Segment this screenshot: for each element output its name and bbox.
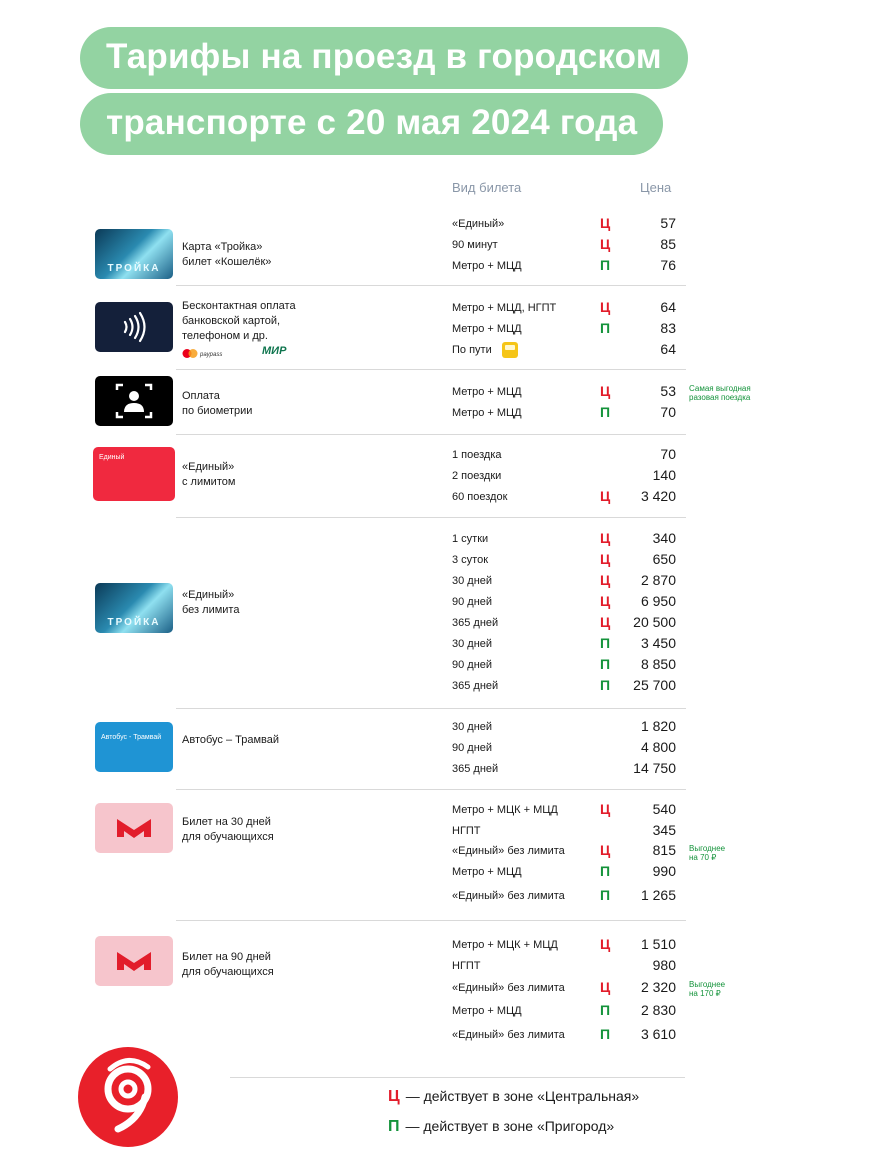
- tariff-row: [452, 341, 684, 361]
- troika-card-label: ТРОЙКА: [107, 617, 161, 628]
- ticket-price: 64: [660, 299, 676, 315]
- ticket-price: 8 850: [640, 656, 676, 672]
- tariff-row: [452, 801, 684, 821]
- desc-line: по биометрии: [182, 405, 253, 417]
- section-divider: [176, 708, 686, 709]
- note-line: на 70 ₽: [689, 853, 717, 862]
- desc-line: телефоном и др.: [182, 330, 268, 342]
- zone-mark: Ц: [600, 383, 611, 399]
- metro-m-icon: [95, 936, 173, 986]
- zone-mark: Ц: [600, 801, 611, 817]
- ticket-price: 650: [652, 551, 676, 567]
- zone-mark: Ц: [600, 842, 611, 858]
- ticket-label: НГПТ: [452, 825, 481, 837]
- zone-mark: П: [600, 404, 611, 420]
- edinyi-card-label: Единый: [99, 454, 125, 461]
- bus-icon: [502, 342, 518, 358]
- ticket-price: 6 950: [640, 593, 676, 609]
- ticket-label: «Единый» без лимита: [452, 890, 565, 902]
- note-line: Выгоднее: [689, 980, 726, 989]
- ticket-label: Метро + МЦД: [452, 323, 522, 335]
- column-header-ticket-type: Вид билета: [452, 180, 522, 195]
- ticket-label: «Единый» без лимита: [452, 1029, 565, 1041]
- zone-mark: П: [600, 635, 611, 651]
- troika-card-image: [95, 583, 173, 633]
- section-description: [182, 815, 274, 845]
- student-card-image: [95, 803, 173, 853]
- ticket-label: Метро + МЦД: [452, 386, 522, 398]
- section-divider: [176, 285, 686, 286]
- desc-line: Бесконтактная оплата: [182, 300, 296, 312]
- zone-mark: П: [600, 887, 611, 903]
- legend-suburb: [388, 1118, 614, 1136]
- ticket-price: 25 700: [633, 677, 676, 693]
- savings-note: [689, 980, 725, 998]
- zone-mark: Ц: [600, 530, 611, 546]
- ticket-label: «Единый» без лимита: [452, 982, 565, 994]
- metro-m-icon: [95, 803, 173, 853]
- desc-line: банковской картой,: [182, 315, 281, 327]
- ticket-label: 90 дней: [452, 596, 493, 608]
- tariff-row: [452, 822, 684, 842]
- legend-central: [388, 1088, 639, 1106]
- tariff-row: [452, 383, 684, 403]
- ticket-price: 2 870: [640, 572, 676, 588]
- ticket-label: «Единый»: [452, 218, 505, 230]
- tariff-row: [452, 488, 684, 508]
- ticket-label: Метро + МЦК + МЦД: [452, 804, 558, 816]
- ticket-price: 14 750: [633, 760, 676, 776]
- tariff-row: [452, 863, 684, 883]
- column-header-price: Цена: [640, 180, 672, 195]
- tariff-row: [452, 320, 684, 340]
- section-description: [182, 389, 252, 419]
- desc-line: Билет на 90 дней: [182, 951, 271, 963]
- bus-tram-card-label: Автобус - Трамвай: [101, 734, 162, 741]
- ticket-price: 980: [652, 957, 676, 973]
- ticket-label: Метро + МЦД: [452, 407, 522, 419]
- zone-mark: Ц: [600, 979, 611, 995]
- tariff-row: [452, 530, 684, 550]
- tariff-row: [452, 236, 684, 256]
- section-description: [182, 950, 274, 980]
- zone-mark: П: [600, 677, 611, 693]
- legend-central-text: — действует в зоне «Центральная»: [405, 1088, 640, 1104]
- desc-line: билет «Кошелёк»: [182, 256, 272, 268]
- ticket-label: 1 сутки: [452, 533, 489, 545]
- tariff-row: [452, 718, 684, 738]
- section-divider: [176, 789, 686, 790]
- ticket-price: 70: [660, 404, 676, 420]
- ticket-price: 815: [652, 842, 676, 858]
- zone-mark: П: [600, 1002, 611, 1018]
- bus-tram-card-image: [95, 722, 173, 772]
- note-line: Самая выгодная: [689, 384, 751, 393]
- ticket-label: Метро + МЦД, НГПТ: [452, 302, 557, 314]
- ticket-label: 60 поездок: [452, 491, 508, 503]
- title-line-2: транспорте с 20 мая 2024 года: [80, 93, 663, 155]
- ticket-price: 1 510: [640, 936, 676, 952]
- desc-line: Карта «Тройка»: [182, 241, 263, 253]
- tariff-row: [452, 760, 684, 780]
- desc-line: «Единый»: [182, 461, 235, 473]
- zone-mark: Ц: [600, 236, 611, 252]
- tariff-row: [452, 957, 684, 977]
- zone-mark: Ц: [600, 572, 611, 588]
- edinyi-card-image: [93, 447, 175, 501]
- zone-mark: Ц: [600, 215, 611, 231]
- ticket-price: 140: [652, 467, 676, 483]
- ticket-label: 90 минут: [452, 239, 498, 251]
- tariff-row: [452, 614, 684, 634]
- ticket-label: 90 дней: [452, 742, 493, 754]
- ticket-label: «Единый» без лимита: [452, 845, 565, 857]
- zone-mark: П: [600, 257, 611, 273]
- contactless-card-image: [95, 302, 173, 352]
- ticket-label: Метро + МЦД: [452, 260, 522, 272]
- troika-card-image: [95, 229, 173, 279]
- student-card-image: [95, 936, 173, 986]
- ticket-label: 1 поездка: [452, 449, 502, 461]
- ticket-price: 1 265: [640, 887, 676, 903]
- desc-line: для обучающихся: [182, 831, 274, 843]
- note-line: на 170 ₽: [689, 989, 721, 998]
- tariff-row: [452, 446, 684, 466]
- zone-mark: Ц: [600, 299, 611, 315]
- legend-suburb-text: — действует в зоне «Пригород»: [405, 1118, 615, 1134]
- biometrics-card-image: [95, 376, 173, 426]
- ticket-price: 83: [660, 320, 676, 336]
- note-line: разовая поездка: [689, 393, 751, 402]
- tariff-row: [452, 979, 684, 999]
- ticket-price: 57: [660, 215, 676, 231]
- ticket-price: 4 800: [640, 739, 676, 755]
- zone-mark: Ц: [600, 593, 611, 609]
- ticket-price: 990: [652, 863, 676, 879]
- ticket-price: 2 830: [640, 1002, 676, 1018]
- ticket-label: 30 дней: [452, 721, 493, 733]
- zone-mark: П: [600, 320, 611, 336]
- tariff-row: [452, 842, 684, 862]
- moscow-transport-logo-icon: [78, 1047, 178, 1147]
- ticket-label: 2 поездки: [452, 470, 502, 482]
- zone-mark: П: [600, 1026, 611, 1042]
- desc-line: с лимитом: [182, 476, 236, 488]
- tariff-row: [452, 739, 684, 759]
- mastercard-paypass-icon: [182, 346, 230, 357]
- tariff-row: [452, 887, 684, 907]
- section-divider: [176, 434, 686, 435]
- ticket-price: 76: [660, 257, 676, 273]
- ticket-price: 3 420: [640, 488, 676, 504]
- desc-line: Билет на 30 дней: [182, 816, 271, 828]
- tariff-row: [452, 215, 684, 235]
- ticket-label: 365 дней: [452, 763, 499, 775]
- tariff-row: [452, 299, 684, 319]
- savings-note: [689, 844, 725, 862]
- zone-mark: Ц: [600, 551, 611, 567]
- section-divider: [176, 920, 686, 921]
- ticket-label: 365 дней: [452, 680, 499, 692]
- zone-mark: Ц: [600, 614, 611, 630]
- contactless-icon: [95, 302, 173, 352]
- tariff-row: [452, 551, 684, 571]
- ticket-label: 90 дней: [452, 659, 493, 671]
- ticket-price: 540: [652, 801, 676, 817]
- tariff-row: [452, 635, 684, 655]
- zone-mark: П: [600, 863, 611, 879]
- zone-mark: П: [600, 656, 611, 672]
- footer-divider: [230, 1077, 685, 1078]
- section-description: [182, 240, 271, 270]
- note-line: Выгоднее: [689, 844, 726, 853]
- tariff-row: [452, 467, 684, 487]
- paypass-text: paypass: [200, 352, 223, 358]
- mir-logo-icon: МИР: [262, 345, 287, 357]
- ticket-price: 1 820: [640, 718, 676, 734]
- ticket-price: 345: [652, 822, 676, 838]
- desc-line: без лимита: [182, 604, 240, 616]
- tariff-row: [452, 593, 684, 613]
- tariff-row: [452, 257, 684, 277]
- ticket-label: 30 дней: [452, 638, 493, 650]
- best-offer-note: [689, 384, 751, 402]
- ticket-label: Метро + МЦД: [452, 1005, 522, 1017]
- ticket-label: 3 суток: [452, 554, 489, 566]
- section-description: [182, 588, 239, 618]
- tariff-row: [452, 656, 684, 676]
- tariff-row: [452, 572, 684, 592]
- tariff-row: [452, 1026, 684, 1046]
- ticket-price: 2 320: [640, 979, 676, 995]
- ticket-price: 70: [660, 446, 676, 462]
- section-divider: [176, 369, 686, 370]
- zone-mark: Ц: [600, 488, 611, 504]
- tariff-row: [452, 936, 684, 956]
- desc-line: «Единый»: [182, 589, 235, 601]
- desc-line: для обучающихся: [182, 966, 274, 978]
- tariff-row: [452, 1002, 684, 1022]
- ticket-label: 30 дней: [452, 575, 493, 587]
- ticket-price: 3 610: [640, 1026, 676, 1042]
- ticket-label: 365 дней: [452, 617, 499, 629]
- tariff-row: [452, 677, 684, 697]
- section-divider: [176, 517, 686, 518]
- ticket-price: 53: [660, 383, 676, 399]
- ticket-label: Метро + МЦК + МЦД: [452, 939, 558, 951]
- section-description: [182, 299, 296, 344]
- legend-suburb-mark: П: [388, 1118, 400, 1135]
- ticket-label: НГПТ: [452, 960, 481, 972]
- ticket-label: По пути: [452, 344, 492, 356]
- ticket-price: 64: [660, 341, 676, 357]
- troika-card-label: ТРОЙКА: [107, 263, 161, 274]
- tariff-row: [452, 404, 684, 424]
- ticket-label: Метро + МЦД: [452, 866, 522, 878]
- title-line-1: Тарифы на проезд в городском: [80, 27, 688, 89]
- ticket-price: 85: [660, 236, 676, 252]
- section-description: [182, 460, 235, 490]
- legend-central-mark: Ц: [388, 1088, 400, 1105]
- section-description: [182, 733, 279, 748]
- ticket-price: 20 500: [633, 614, 676, 630]
- ticket-price: 3 450: [640, 635, 676, 651]
- ticket-price: 340: [652, 530, 676, 546]
- desc-line: Оплата: [182, 390, 220, 402]
- face-scan-icon: [95, 376, 173, 426]
- zone-mark: Ц: [600, 936, 611, 952]
- desc-line: Автобус – Трамвай: [182, 734, 280, 746]
